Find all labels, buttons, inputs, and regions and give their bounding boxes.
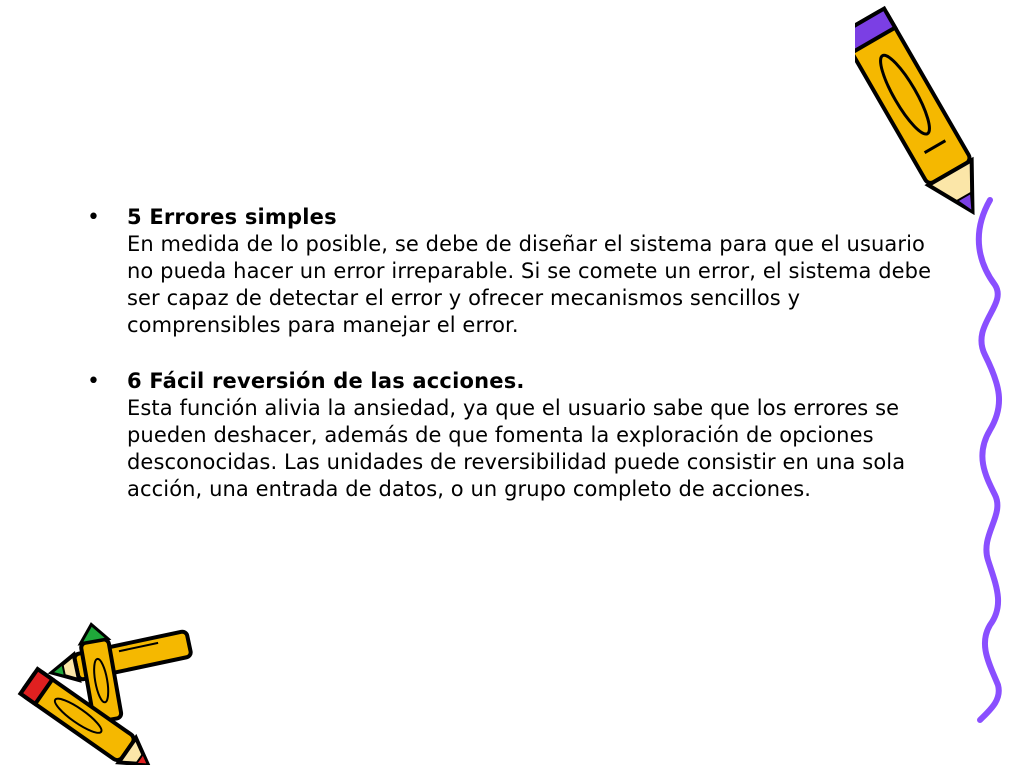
bullet-title: 5 Errores simples — [127, 205, 337, 229]
squiggle-icon — [960, 195, 1010, 725]
bullet-marker: • — [87, 369, 100, 394]
list-item — [82, 204, 942, 339]
bullet-marker: • — [87, 205, 100, 230]
pencils-icon — [0, 615, 210, 765]
bullet-body: En medida de lo posible, se debe de diseñar el sistema para que el usuario no pueda hacer un error irreparable. Si se comete un error, el sistema debe ser capaz de detectar el error y ofrecer mecanismos sencillos y comprensibles para manejar el error. — [127, 232, 932, 337]
list-item — [82, 368, 942, 503]
bullet-body: Esta función alivia la ansiedad, ya que el usuario sabe que los errores se pueden deshacer, además de que fomenta la exploración de opciones desconocidas. Las unidades de reversibilidad puede consistir en una sola acción, una entrada de datos, o un grupo completo de acciones. — [127, 396, 906, 501]
bullet-list — [82, 204, 942, 532]
bullet-title: 6 Fácil reversión de las acciones. — [127, 369, 525, 393]
